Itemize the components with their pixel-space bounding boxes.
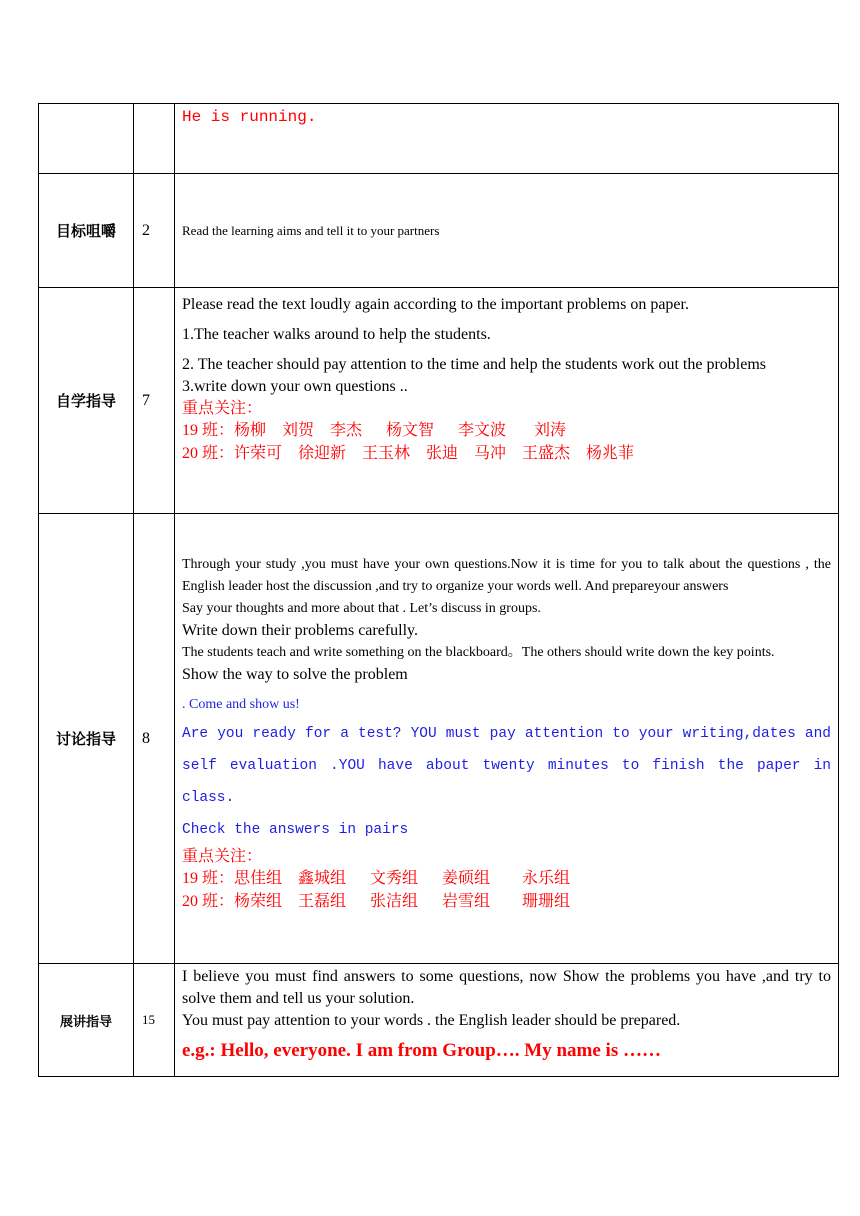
table-row: [39, 288, 839, 514]
stage-cell: 讨论指导: [39, 514, 134, 964]
minutes-cell: 2: [134, 174, 175, 288]
stage-cell: 目标咀嚼: [39, 174, 134, 288]
instruction-text: . Come and show us!: [182, 697, 300, 712]
instruction-text: You must pay attention to your words . the English leader should be prepared.: [182, 1012, 681, 1029]
stage-cell: 展讲指导: [39, 964, 134, 1077]
minutes-cell: 15: [134, 964, 175, 1077]
table-row: [39, 964, 839, 1077]
focus-heading: 重点关注：: [182, 400, 263, 417]
content-cell: [175, 174, 839, 288]
instruction-text: Read the learning aims and tell it to your partners: [182, 222, 440, 238]
instruction-text: Check the answers in pairs: [182, 822, 409, 838]
instruction-text: Write down their problems carefully.: [182, 622, 419, 639]
test-instructions: Are you ready for a test? YOU must pay attention to your writing,dates and self evaluation .YOU have about twenty minutes to finish the paper in class.: [182, 726, 831, 806]
focus-list-class-20: 20 班：许荣可 徐迎新 王玉林 张迪 马冲 王盛杰 杨兆菲: [182, 445, 635, 462]
lesson-plan-table: [38, 103, 839, 1077]
minutes-cell: 7: [134, 288, 175, 514]
instruction-text: 3.write down your own questions ..: [182, 378, 408, 395]
content-cell: [175, 104, 839, 174]
minutes-cell: [134, 104, 175, 174]
stage-cell: [39, 104, 134, 174]
instruction-text: The students teach and write something on the blackboard。The others should write down the key points.: [182, 645, 775, 660]
instruction-text: Through your study ,you must have your own questions.Now it is time for you to talk about the questions , the English leader host the discussion ,and try to organize your words well. And prepareyour answers: [182, 557, 831, 594]
focus-heading: 重点关注：: [182, 848, 263, 865]
focus-list-class-19: 19 班：杨柳 刘贺 李杰 杨文智 李文波 刘涛: [182, 422, 567, 439]
focus-groups-class-20: 20 班：杨荣组 王磊组 张洁组 岩雪组 珊珊组: [182, 893, 571, 910]
minutes-cell: 8: [134, 514, 175, 964]
table-row: [39, 104, 839, 174]
focus-groups-class-19: 19 班：思佳组 鑫城组 文秀组 姜硕组 永乐组: [182, 870, 571, 887]
content-cell: [175, 964, 839, 1077]
table-row: [39, 514, 839, 964]
instruction-text: I believe you must find answers to some questions, now Show the problems you have ,and try to solve them and tell us your solution.: [182, 968, 831, 1007]
instruction-text: 1.The teacher walks around to help the students.: [182, 326, 491, 343]
instruction-text: Say your thoughts and more about that . Let’s discuss in groups.: [182, 601, 541, 616]
example-sentence: He is running.: [182, 108, 317, 126]
content-cell: [175, 514, 839, 964]
example-greeting: e.g.: Hello, everyone. I am from Group…. My name is ……: [182, 1040, 661, 1061]
instruction-text: 2. The teacher should pay attention to the time and help the students work out the problems: [182, 356, 767, 373]
content-cell: [175, 288, 839, 514]
table-row: [39, 174, 839, 288]
instruction-text: Show the way to solve the problem: [182, 666, 408, 683]
stage-cell: 自学指导: [39, 288, 134, 514]
instruction-text: Please read the text loudly again according to the important problems on paper.: [182, 296, 689, 313]
